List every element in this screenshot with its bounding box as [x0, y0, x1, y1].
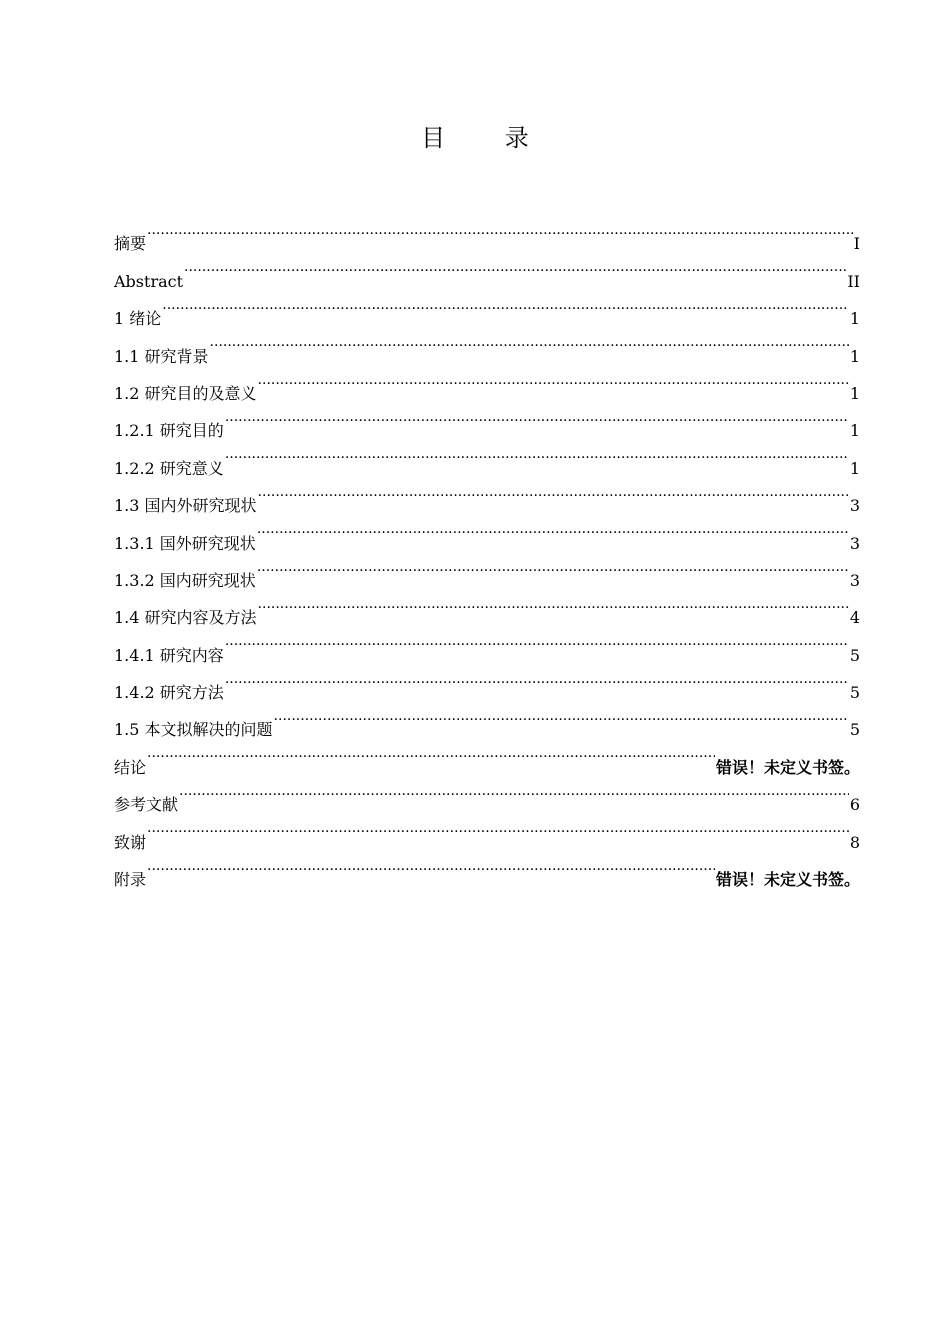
toc-entry-label: 1.2 研究目的及意义: [114, 383, 257, 403]
toc-page-number: 1: [849, 346, 860, 366]
toc-entry-label: 1.3.2 国内研究现状: [114, 570, 256, 590]
toc-dot-leader: [258, 474, 849, 511]
toc-dot-leader: [179, 773, 849, 810]
toc-entry-label: 致谢: [114, 832, 147, 852]
toc-entry-references[interactable]: [114, 773, 860, 815]
toc-dot-leader: [258, 586, 849, 623]
toc-dot-leader: [258, 362, 849, 399]
toc-dot-leader: [225, 623, 849, 660]
toc-dot-leader: [147, 810, 849, 847]
toc-entry-label: 1.4.1 研究内容: [114, 645, 224, 665]
toc-page-number: 1: [849, 421, 860, 441]
toc-page-number: II: [847, 271, 860, 291]
toc-entry-1-2[interactable]: [114, 362, 860, 403]
toc-page-number: 3: [849, 570, 860, 590]
toc-entry-label: 1.4 研究内容及方法: [114, 608, 257, 628]
toc-entry-label: 附录: [114, 870, 147, 890]
toc-entry-label: 1.2.2 研究意义: [114, 458, 224, 478]
toc-dot-leader: [147, 848, 715, 885]
toc-dot-leader: [210, 324, 849, 361]
toc-entry-label: 1.5 本文拟解决的问题: [114, 720, 273, 740]
toc-page-number: 5: [849, 683, 860, 703]
toc-page-number: 3: [849, 496, 860, 516]
toc-page-number: 1: [849, 309, 860, 329]
toc-entry-label: Abstract: [114, 271, 184, 291]
toc-entry-1-2-2[interactable]: [114, 436, 860, 478]
toc-entry-1-5[interactable]: [114, 698, 860, 740]
toc-entry-label: 结论: [114, 757, 147, 777]
toc-dot-leader: [225, 661, 849, 698]
toc-entry-label: 1.2.1 研究目的: [114, 421, 224, 441]
toc-entry-label: 摘要: [114, 234, 147, 254]
toc-page-number: 5: [849, 645, 860, 665]
toc-page-number: 3: [849, 533, 860, 553]
toc-entry-1[interactable]: [114, 287, 860, 329]
toc-dot-leader: [257, 511, 849, 548]
toc-entry-acknowledgements[interactable]: [114, 810, 860, 852]
toc-dot-leader: [225, 436, 849, 473]
toc-entry-1-3[interactable]: [114, 474, 860, 516]
toc-page-number: 4: [849, 608, 860, 628]
toc-entry-label: 1.3 国内外研究现状: [114, 496, 257, 516]
toc-page-error: 错误！未定义书签。: [715, 757, 860, 777]
toc-entry-label: 1.3.1 国外研究现状: [114, 533, 256, 553]
toc-dot-leader: [147, 735, 715, 772]
toc-dot-leader: [274, 698, 849, 735]
toc-dot-leader: [147, 212, 853, 249]
toc-entry-abstract-cn[interactable]: [114, 212, 860, 254]
toc-entry-conclusion[interactable]: [114, 735, 860, 777]
toc-entry-abstract-en[interactable]: [114, 249, 860, 291]
toc-entry-label: 1.1 研究背景: [114, 346, 209, 366]
toc-dot-leader: [257, 549, 849, 586]
toc-page-number: 1: [849, 383, 860, 403]
toc-entry-1-2-1[interactable]: [114, 399, 860, 441]
table-of-contents: [114, 212, 860, 890]
toc-entry-appendix[interactable]: [114, 848, 860, 890]
toc-dot-leader: [162, 287, 849, 324]
toc-page-number: 5: [849, 720, 860, 740]
toc-page-number: 8: [849, 832, 860, 852]
toc-entry-1-4-1[interactable]: [114, 623, 860, 665]
toc-entry-1-1[interactable]: [114, 324, 860, 366]
toc-page-number: 1: [849, 458, 860, 478]
toc-page-error: 错误！未定义书签。: [715, 870, 860, 890]
toc-dot-leader: [184, 249, 846, 286]
toc-entry-label: 参考文献: [114, 795, 179, 815]
toc-entry-label: 1.4.2 研究方法: [114, 683, 224, 703]
toc-entry-1-4-2[interactable]: [114, 661, 860, 703]
toc-page-number: I: [853, 234, 860, 254]
toc-dot-leader: [225, 399, 849, 436]
toc-title: 目 录: [421, 124, 555, 152]
toc-page-number: 6: [849, 795, 860, 815]
toc-entry-label: 1 绪论: [114, 309, 162, 329]
